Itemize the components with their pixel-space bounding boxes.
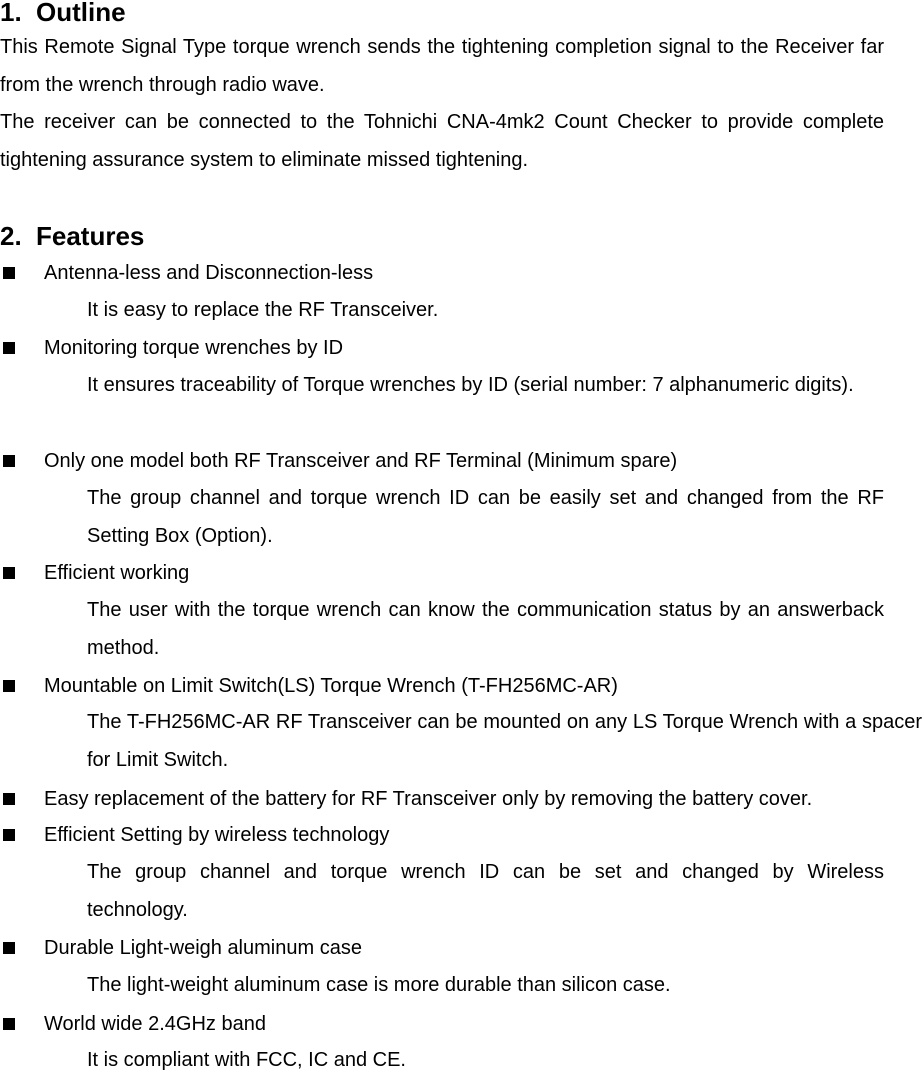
feature-title: Efficient working bbox=[44, 562, 190, 584]
feature-description: The light-weight aluminum case is more durable than silicon case. bbox=[87, 974, 671, 996]
feature-description: It ensures traceability of Torque wrenches by ID (serial number: 7 alphanumeric digits). bbox=[87, 374, 854, 396]
feature-description: It is compliant with FCC, IC and CE. bbox=[87, 1049, 406, 1071]
feature-description: The group channel and torque wrench ID can be easily set and changed from the RF Setting Box (Option). bbox=[87, 487, 884, 547]
outline-number: 1. bbox=[0, 0, 22, 27]
feature-title: Mountable on Limit Switch(LS) Torque Wrench (T-FH256MC-AR) bbox=[44, 675, 618, 697]
feature-description: The T-FH256MC-AR RF Transceiver can be mounted on any LS Torque Wrench with a spacer for Limit Switch. bbox=[87, 711, 922, 771]
features-number: 2. bbox=[0, 221, 22, 251]
outline-paragraph-1: This Remote Signal Type torque wrench sends the tightening completion signal to the Receiver far from the wrench through radio wave. bbox=[0, 36, 884, 96]
feature-title: World wide 2.4GHz band bbox=[44, 1013, 266, 1035]
feature-title: Only one model both RF Transceiver and RF Terminal (Minimum spare) bbox=[44, 450, 678, 472]
feature-description: The group channel and torque wrench ID can be set and changed by Wireless technology. bbox=[87, 861, 884, 921]
feature-title: Easy replacement of the battery for RF Transceiver only by removing the battery cover. bbox=[44, 788, 813, 810]
features-title: Features bbox=[36, 221, 145, 251]
feature-title: Antenna-less and Disconnection-less bbox=[44, 262, 374, 284]
outline-title: Outline bbox=[36, 0, 126, 27]
feature-title: Efficient Setting by wireless technology bbox=[44, 824, 390, 846]
feature-title: Monitoring torque wrenches by ID bbox=[44, 337, 344, 359]
feature-title: Durable Light-weigh aluminum case bbox=[44, 937, 362, 959]
feature-description: The user with the torque wrench can know the communication status by an answerback method. bbox=[87, 599, 884, 659]
outline-heading bbox=[0, 0, 126, 27]
features-heading bbox=[0, 221, 144, 251]
outline-paragraph-2: The receiver can be connected to the Tohnichi CNA-4mk2 Count Checker to provide complete tightening assurance system to eliminate missed tightening. bbox=[0, 111, 884, 171]
feature-description: It is easy to replace the RF Transceiver. bbox=[87, 299, 439, 321]
